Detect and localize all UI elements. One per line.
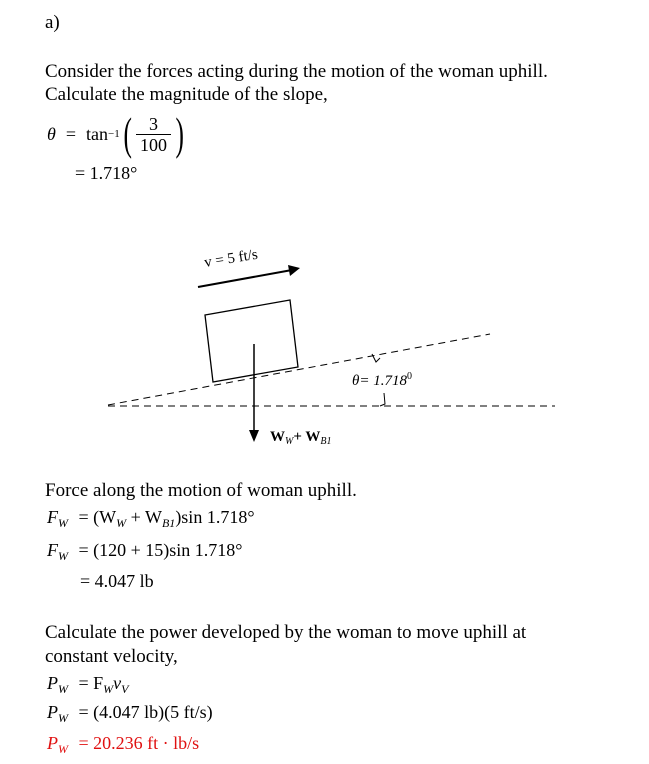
weight-arrow-head <box>249 430 259 442</box>
angle-label: $\theta= 1.718^0$ <box>352 371 412 389</box>
tan-function: tan <box>86 123 108 144</box>
force-equation-2 <box>47 540 243 564</box>
angle-tick-bottom <box>380 393 385 406</box>
left-paren: ( <box>123 108 132 159</box>
power-answer-rhs: = 20.236 ft · lb/s <box>78 733 200 753</box>
power-eq1-rhs-a: = F <box>78 673 104 693</box>
power-answer-lhs: P <box>47 733 58 753</box>
theta-symbol: θ <box>47 123 56 144</box>
force-eq1-rhs-b-sub: B1 <box>161 516 176 530</box>
block-woman <box>205 300 298 382</box>
power-eq1-lhs: P <box>47 673 58 693</box>
force-eq1-lhs-sub: W <box>58 516 68 530</box>
velocity-arrow-head <box>288 265 300 276</box>
force-eq2-lhs: F <box>47 540 58 560</box>
power-equation-2 <box>47 702 213 726</box>
power-heading-1: Calculate the power developed by the woman to move uphill at <box>45 622 527 643</box>
slope-equation <box>47 108 187 160</box>
fraction-numerator: 3 <box>149 113 159 134</box>
inverse-exponent: −1 <box>108 128 120 140</box>
right-paren: ) <box>175 108 184 159</box>
slope-result: = 1.718° <box>75 163 138 183</box>
force-eq2-rhs: = (120 + 15)sin 1.718° <box>78 540 243 560</box>
intro-line-2: Calculate the magnitude of the slope, <box>45 84 328 105</box>
force-diagram <box>0 230 649 455</box>
power-answer <box>47 733 199 757</box>
force-heading: Force along the motion of woman uphill. <box>45 480 357 501</box>
power-equation-1 <box>47 673 129 697</box>
force-eq1-rhs-a-sub: W <box>116 516 127 530</box>
force-equation-1 <box>47 507 255 531</box>
force-eq1-lhs: F <box>47 507 58 527</box>
force-eq1-rhs-b: + W <box>130 507 162 527</box>
angle-tick-top <box>372 354 380 362</box>
slope-fraction <box>136 114 171 155</box>
force-eq1-rhs-a: = (W <box>78 507 117 527</box>
fraction-denominator: 100 <box>136 134 171 155</box>
force-eq1-rhs-c: )sin 1.718° <box>175 507 255 527</box>
power-eq2-lhs: P <box>47 702 58 722</box>
power-eq1-lhs-sub: W <box>58 682 68 696</box>
power-eq1-rhs-b-sub: V <box>121 682 129 696</box>
power-eq2-rhs: = (4.047 lb)(5 ft/s) <box>78 702 213 722</box>
incline-line <box>108 334 490 405</box>
power-answer-lhs-sub: W <box>58 742 68 756</box>
power-eq1-rhs-a-sub: W <box>103 682 114 696</box>
force-equation-3: = 4.047 lb <box>80 571 154 591</box>
equals-sign: = <box>65 123 76 144</box>
weight-label: $W_W+ W_{B1}$ <box>270 429 332 447</box>
intro-line-1: Consider the forces acting during the motion of the woman uphill. <box>45 61 548 82</box>
part-label: a) <box>45 12 60 33</box>
force-eq2-lhs-sub: W <box>58 549 68 563</box>
power-heading-2: constant velocity, <box>45 646 178 667</box>
velocity-arrow-shaft <box>198 270 292 287</box>
velocity-label: v = 5 ft/s <box>203 246 259 271</box>
power-eq1-rhs-b: v <box>113 673 122 693</box>
power-eq2-lhs-sub: W <box>58 711 68 725</box>
